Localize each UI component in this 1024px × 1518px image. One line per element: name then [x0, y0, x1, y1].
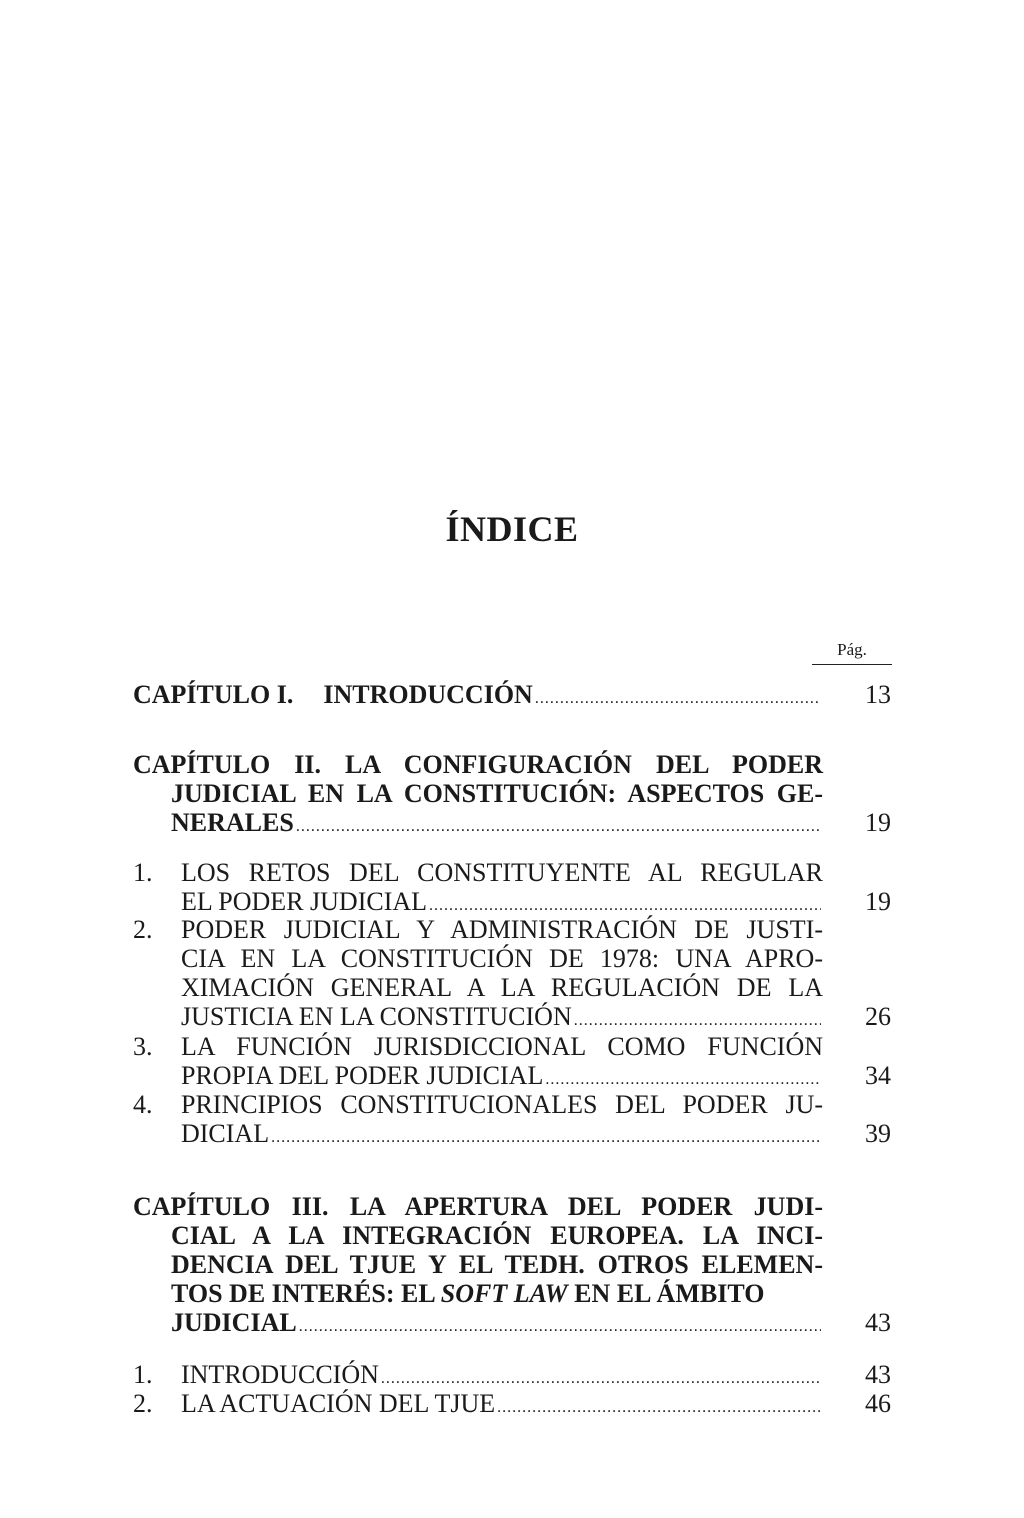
- entry-line: DICIAL: [181, 1119, 270, 1148]
- entry-line: CIA EN LA CONSTITUCIÓN DE 1978: UNA APRO-: [181, 944, 823, 973]
- page-number: 34: [865, 1061, 891, 1090]
- toc-entry-chapter-2[interactable]: [133, 750, 891, 841]
- page-title: ÍNDICE: [445, 509, 579, 549]
- entry-line-italic: SOFT LAW: [440, 1279, 568, 1308]
- dot-leader: [296, 812, 821, 841]
- entry-line: INTRODUCCIÓN: [181, 1360, 379, 1389]
- dot-leader: [535, 684, 821, 713]
- dot-leader: [497, 1393, 821, 1422]
- page-number: 19: [865, 887, 891, 916]
- section-number: 4.: [133, 1090, 153, 1119]
- entry-line: JUDICIAL EN LA CONSTITUCIÓN: ASPECTOS GE-: [171, 779, 823, 808]
- page-number: 39: [865, 1119, 891, 1148]
- entry-line: NERALES: [171, 808, 294, 837]
- section-number: 2.: [133, 915, 153, 944]
- entry-line: XIMACIÓN GENERAL A LA REGULACIÓN DE LA: [181, 973, 823, 1002]
- entry-line: LA FUNCIÓN JURISDICCIONAL COMO FUNCIÓN: [181, 1032, 823, 1061]
- toc-entry-chapter-3[interactable]: [133, 1192, 891, 1341]
- entry-line: [171, 1279, 764, 1308]
- entry-line: PRINCIPIOS CONSTITUCIONALES DEL PODER JU-: [181, 1090, 823, 1119]
- toc-entry-chapter-1[interactable]: [133, 680, 891, 713]
- toc-entry-section-3-2[interactable]: [133, 1389, 891, 1422]
- entry-line: CIAL A LA INTEGRACIÓN EUROPEA. LA INCI-: [171, 1221, 823, 1250]
- section-number: 1.: [133, 1360, 153, 1389]
- chapter-label: CAPÍTULO I.: [133, 680, 294, 709]
- page-column-label: Pág.: [812, 640, 892, 665]
- toc-entry-section-2-1[interactable]: [133, 858, 891, 920]
- entry-line: LA ACTUACIÓN DEL TJUE: [181, 1389, 496, 1418]
- entry-line: PODER JUDICIAL Y ADMINISTRACIÓN DE JUSTI-: [181, 915, 823, 944]
- entry-line: LOS RETOS DEL CONSTITUYENTE AL REGULAR: [181, 858, 823, 887]
- entry-line: CAPÍTULO III. LA APERTURA DEL PODER JUDI-: [133, 1192, 823, 1221]
- page-number: 13: [865, 680, 891, 709]
- dot-leader: [299, 1312, 821, 1341]
- toc-entry-section-2-3[interactable]: [133, 1032, 891, 1094]
- chapter-title: INTRODUCCIÓN: [323, 680, 533, 709]
- page-number: 26: [865, 1002, 891, 1031]
- entry-line: PROPIA DEL PODER JUDICIAL: [181, 1061, 544, 1090]
- entry-line: EL PODER JUDICIAL: [181, 887, 428, 916]
- section-number: 2.: [133, 1389, 153, 1418]
- section-number: 3.: [133, 1032, 153, 1061]
- entry-line-part: TOS DE INTERÉS: EL: [171, 1279, 441, 1308]
- page-number: 43: [865, 1360, 891, 1389]
- dot-leader: [271, 1123, 821, 1152]
- section-number: 1.: [133, 858, 153, 887]
- page-number: 19: [865, 808, 891, 837]
- toc-entry-section-2-4[interactable]: [133, 1090, 891, 1152]
- entry-line-part: EN EL ÁMBITO: [567, 1279, 765, 1308]
- page-number: 43: [865, 1308, 891, 1337]
- entry-line: DENCIA DEL TJUE Y EL TEDH. OTROS ELEMEN-: [171, 1250, 823, 1279]
- dot-leader: [574, 1006, 821, 1035]
- entry-line: CAPÍTULO II. LA CONFIGURACIÓN DEL PODER: [133, 750, 823, 779]
- page-number: 46: [865, 1389, 891, 1418]
- entry-line: JUDICIAL: [171, 1308, 297, 1337]
- entry-line: JUSTICIA EN LA CONSTITUCIÓN: [181, 1002, 572, 1031]
- toc-entry-section-2-2[interactable]: [133, 915, 891, 1035]
